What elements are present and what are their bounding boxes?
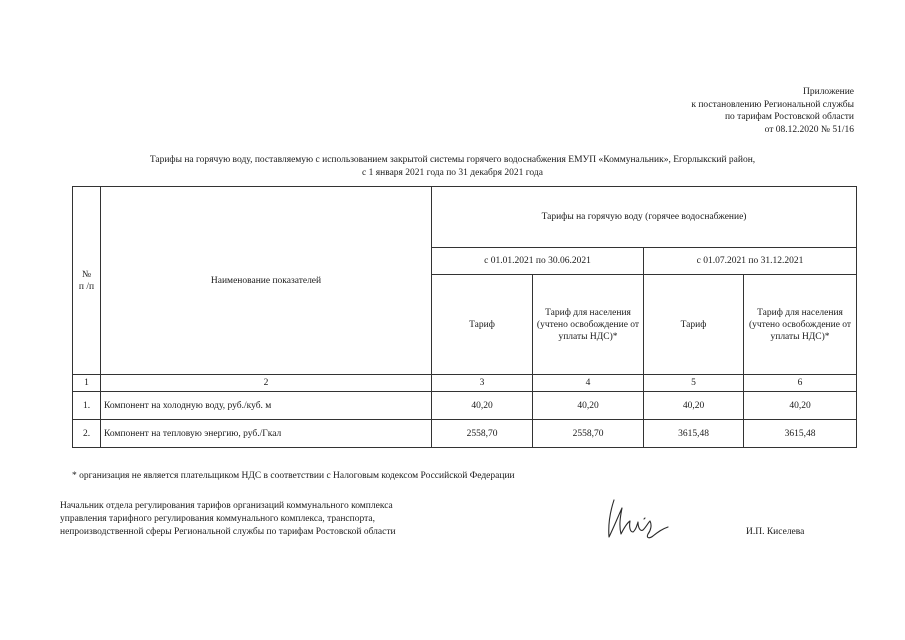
header-period-1: с 01.01.2021 по 30.06.2021: [432, 248, 644, 275]
signer-position: [60, 500, 396, 538]
appendix-line: к постановлению Региональной службы: [691, 99, 854, 110]
column-number: 4: [533, 375, 644, 392]
row-value: 40,20: [432, 392, 533, 420]
row-value: 2558,70: [432, 420, 533, 448]
footnote: * организация не является плательщиком НДС в соответствии с Налоговым кодексом Российской Федерации: [72, 471, 515, 481]
row-value: 40,20: [533, 392, 644, 420]
header-name: Наименование показателей: [101, 187, 432, 375]
row-name: Компонент на холодную воду, руб./куб. м: [101, 392, 432, 420]
header-tariff: Тариф: [432, 275, 533, 375]
signer-line: непроизводственной сферы Региональной службы по тарифам Ростовской области: [60, 526, 396, 537]
header-tariff-population: Тариф для населения (учтено освобождение от уплаты НДС)*: [533, 275, 644, 375]
appendix-line: Приложение: [803, 87, 854, 97]
row-value: 40,20: [744, 392, 857, 420]
document-title: [0, 154, 905, 179]
row-value: 3615,48: [644, 420, 744, 448]
row-value: 2558,70: [533, 420, 644, 448]
tariff-table: [72, 186, 857, 448]
column-number: 3: [432, 375, 533, 392]
signer-line: Начальник отдела регулирования тарифов организаций коммунального комплекса: [60, 501, 393, 511]
signer-name: И.П. Киселева: [746, 527, 805, 537]
appendix-line: от 08.12.2020 № 51/16: [764, 124, 854, 135]
header-num: № п /п: [73, 187, 101, 375]
header-tariff: Тариф: [644, 275, 744, 375]
column-number: 6: [744, 375, 857, 392]
column-number: 1: [73, 375, 101, 392]
row-name: Компонент на тепловую энергию, руб./Гкал: [101, 420, 432, 448]
title-line: Тарифы на горячую воду, поставляемую с использованием закрытой системы горячего водоснабжения ЕМУП «Коммунальник», Егорлыкский район,: [149, 155, 756, 165]
handwritten-signature: [600, 494, 690, 544]
row-value: 3615,48: [744, 420, 857, 448]
header-period-2: с 01.07.2021 по 31.12.2021: [644, 248, 857, 275]
row-num: 1.: [73, 392, 101, 420]
title-line: с 1 января 2021 года по 31 декабря 2021 года: [362, 167, 543, 178]
table-row: [73, 420, 857, 448]
column-number: 5: [644, 375, 744, 392]
header-group: Тарифы на горячую воду (горячее водоснабжение): [432, 187, 857, 248]
header-tariff-population: Тариф для населения (учтено освобождение от уплаты НДС)*: [744, 275, 857, 375]
signer-line: управления тарифного регулирования коммунального комплекса, транспорта,: [60, 513, 375, 524]
appendix-block: [691, 86, 854, 136]
column-number: 2: [101, 375, 432, 392]
table-row: [73, 392, 857, 420]
appendix-line: по тарифам Ростовской области: [724, 112, 854, 123]
row-num: 2.: [73, 420, 101, 448]
row-value: 40,20: [644, 392, 744, 420]
